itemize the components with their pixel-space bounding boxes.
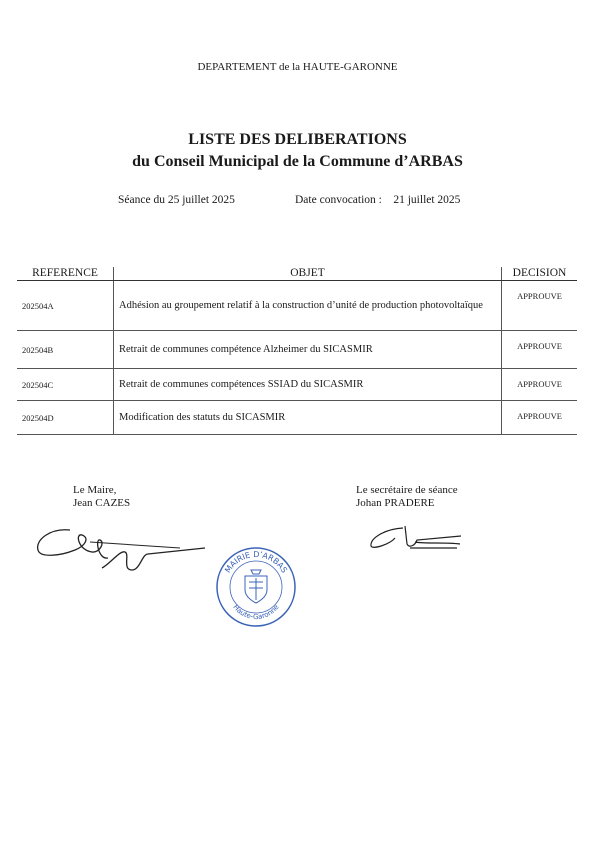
convocation-date: Date convocation : 21 juillet 2025 [295,194,461,206]
svg-text:Haute-Garonne [231,603,280,621]
row-objet: Retrait de communes compétences SSIAD du SICASMIR [114,369,502,401]
secretaire-role: Le secrétaire de séance [356,484,458,496]
secretaire-name: Johan PRADERE [356,497,435,509]
column-header-decision: DECISION [502,267,578,281]
table-row [17,281,577,331]
row-decision: APPROUVE [502,401,578,435]
deliberations-table [17,267,577,435]
column-header-objet: OBJET [114,267,502,281]
maire-name: Jean CAZES [73,497,131,509]
row-reference: 202504C [17,369,114,401]
table-row [17,331,577,369]
seance-date: Séance du 25 juillet 2025 [118,194,235,206]
document-subtitle: du Conseil Municipal de la Commune d’ARBAS [132,153,463,170]
row-decision: APPROUVE [502,331,578,369]
row-reference: 202504A [17,281,114,331]
table-row [17,369,577,401]
coat-of-arms-icon [245,570,267,603]
row-reference: 202504B [17,331,114,369]
secretaire-signature [365,520,465,555]
table-header-row [17,267,577,281]
row-reference: 202504D [17,401,114,435]
mairie-stamp [215,546,297,628]
row-decision: APPROUVE [502,281,578,331]
row-objet: Adhésion au groupement relatif à la construction d’unité de production photovoltaïque [114,281,502,331]
department-header: DEPARTEMENT de la HAUTE-GARONNE [197,61,398,73]
column-header-reference: REFERENCE [17,267,114,281]
table-row [17,401,577,435]
row-decision: APPROUVE [502,369,578,401]
maire-role: Le Maire, [73,484,117,496]
maire-block [73,484,130,510]
maire-signature [30,520,210,580]
document-title: LISTE DES DELIBERATIONS [188,131,407,148]
row-objet: Modification des statuts du SICASMIR [114,401,502,435]
stamp-bottom-text: Haute-Garonne [231,603,281,622]
svg-text:MAIRIE D’ARBAS [223,550,289,575]
row-objet: Retrait de communes compétence Alzheimer du SICASMIR [114,331,502,369]
stamp-top-text: MAIRIE D’ARBAS [223,549,289,575]
secretaire-block [356,484,458,510]
